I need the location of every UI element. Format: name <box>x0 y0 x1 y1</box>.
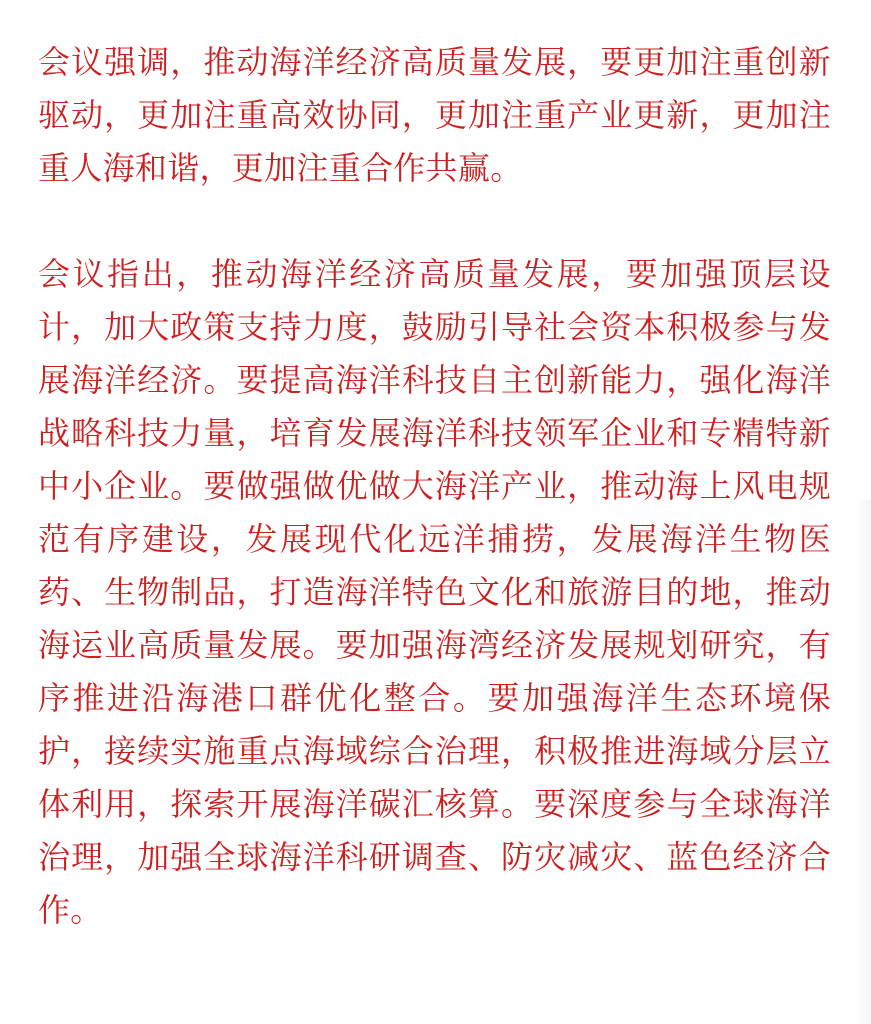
edge-shadow <box>855 500 871 1024</box>
article-paragraph-1: 会议强调，推动海洋经济高质量发展，要更加注重创新驱动，更加注重高效协同，更加注重产业更新，更加注重人海和谐，更加注重合作共赢。 <box>38 43 831 187</box>
article-paragraph-2: 会议指出，推动海洋经济高质量发展，要加强顶层设计，加大政策支持力度，鼓励引导社会资本积极参与发展海洋经济。要提高海洋科技自主创新能力，强化海洋战略科技力量，培育发展海洋科技领军企业和专精特新中小企业。要做强做优做大海洋产业，推动海上风电规范有序建设，发展现代化远洋捕捞，发展海洋生物医药、生物制品，打造海洋特色文化和旅游目的地，推动海运业高质量发展。要加强海湾经济发展规划研究，有序推进沿海港口群优化整合。要加强海洋生态环境保护，接续实施重点海域综合治理，积极推进海域分层立体利用，探索开展海洋碳汇核算。要深度参与全球海洋治理，加强全球海洋科研调查、防灾减灾、蓝色经济合作。 <box>38 255 831 929</box>
